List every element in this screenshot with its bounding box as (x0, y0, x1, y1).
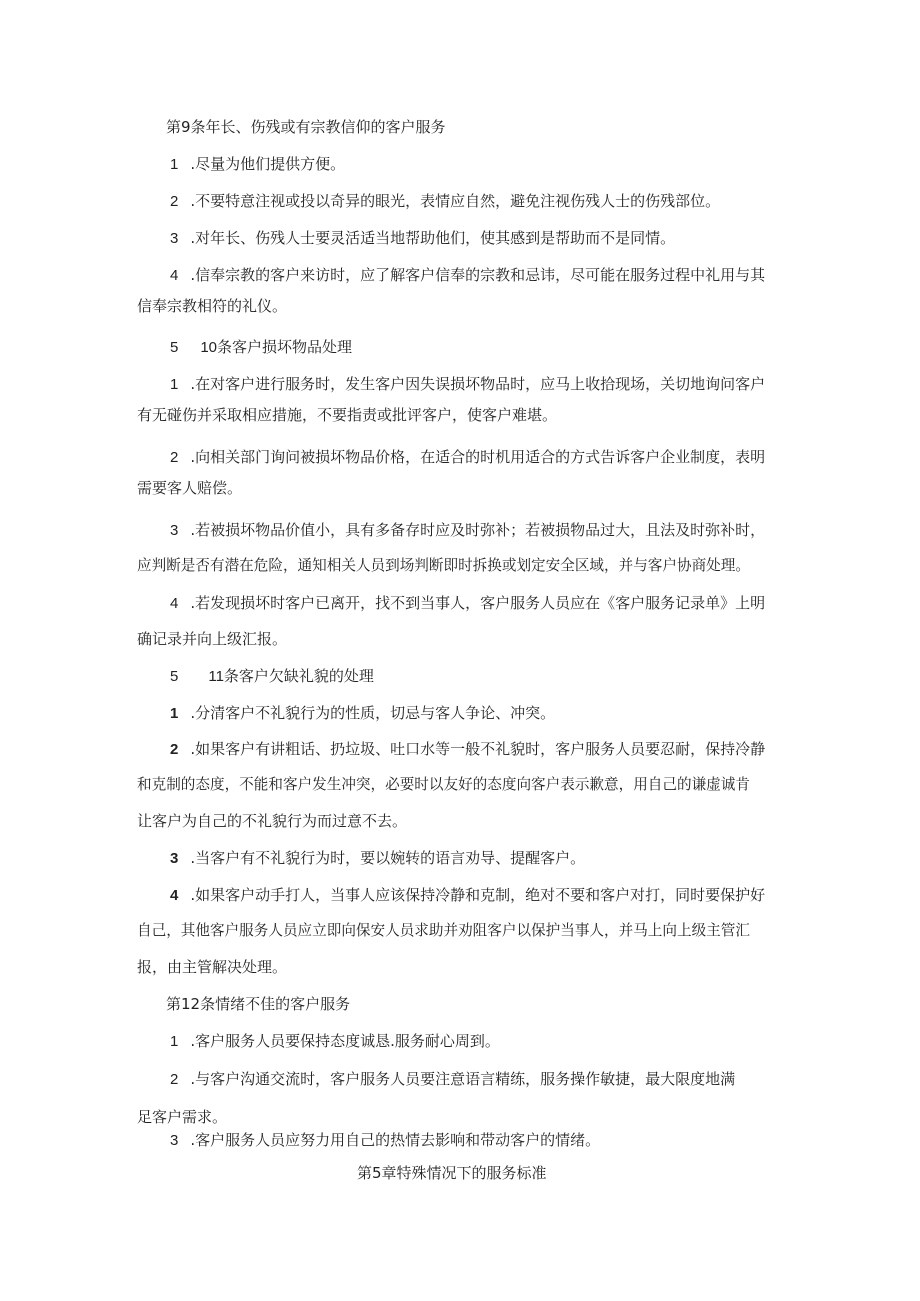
item-text: .客户服务人员要保持态度诚恳.服务耐心周到。 (190, 1032, 500, 1050)
s9-item-3 (170, 228, 675, 249)
s11-item-3 (170, 848, 585, 869)
item-number: 2 (170, 193, 179, 210)
item-text: .信奉宗教的客户来访时，应了解客户信奉的宗教和忌讳，尽可能在服务过程中礼用与其 (190, 266, 766, 284)
s12-item-2 (170, 1069, 735, 1090)
chapter-title: 第5章特殊情况下的服务标准 (357, 1164, 547, 1182)
item-text: .尽量为他们提供方便。 (190, 155, 346, 173)
s12-item-3 (170, 1130, 600, 1151)
s11-item-2-continuation-1: 和克制的态度，不能和客户发生冲突，必要时以友好的态度向客户表示歉意，用自己的谦虚诚肯 (137, 776, 750, 793)
item-number: 2 (170, 741, 179, 758)
item-text: .向相关部门询问被损坏物品价格，在适合的时机用适合的方式告诉客户企业制度，表明 (190, 448, 766, 466)
item-number: 3 (170, 522, 179, 539)
item-number: 1 (170, 705, 179, 722)
section-11-heading (170, 666, 374, 687)
item-number: 4 (170, 887, 179, 904)
s12-item-1 (170, 1031, 500, 1052)
item-text: .分清客户不礼貌行为的性质，切忌与客人争论、冲突。 (190, 704, 556, 722)
heading-number: 5 (170, 668, 179, 685)
section-10-heading (170, 337, 352, 358)
item-text: .客户服务人员应努力用自己的热情去影响和带动客户的情绪。 (190, 1131, 601, 1149)
s9-item-2 (170, 191, 720, 212)
s11-item-2 (170, 739, 765, 760)
item-number: 1 (170, 376, 179, 393)
s11-item-4 (170, 885, 765, 906)
s11-item-2-continuation-2: 让客户为自己的不礼貌行为而过意不去。 (137, 812, 408, 830)
s10-item-2-continuation: 需要客人赔偿。 (137, 479, 243, 497)
item-text: .对年长、伤残人士要灵活适当地帮助他们，使其感到是帮助而不是同情。 (190, 229, 676, 247)
item-text: .当客户有不礼貌行为时，要以婉转的语言劝导、提醒客户。 (190, 849, 586, 867)
s9-item-1 (170, 154, 345, 175)
s9-item-4 (170, 265, 765, 286)
item-text: .如果客户有讲粗话、扔垃圾、吐口水等一般不礼貌时，客户服务人员要忍耐，保持冷静 (190, 740, 766, 758)
item-number: 3 (170, 850, 179, 867)
item-number: 3 (170, 230, 179, 247)
item-text: .不要特意注视或投以奇异的眼光，表情应自然，避免注视伤残人士的伤残部位。 (190, 192, 721, 210)
item-text: .在对客户进行服务时，发生客户因失误损坏物品时，应马上收拾现场，关切地询问客户 (190, 375, 766, 393)
item-number: 1 (170, 1033, 179, 1050)
s11-item-4-continuation-2: 报，由主管解决处理。 (137, 958, 288, 976)
heading-text: 10条客户损坏物品处理 (200, 339, 353, 356)
item-text: .与客户沟通交流时，客户服务人员要注意语言精练，服务操作敏捷，最大限度地满 (190, 1070, 736, 1088)
item-number: 2 (170, 449, 179, 466)
item-number: 1 (170, 156, 179, 173)
item-number: 4 (170, 267, 179, 284)
s10-item-4 (170, 593, 765, 614)
s10-item-4-continuation: 确记录并向上级汇报。 (137, 630, 288, 648)
s11-item-4-continuation-1: 自己，其他客户服务人员应立即向保安人员求助并劝阻客户以保护当事人，并马上向上级主管汇 (137, 922, 750, 939)
s10-item-1-continuation: 有无碰伤并采取相应措施，不要指责或批评客户，使客户难堪。 (137, 406, 558, 424)
s10-item-2 (170, 447, 765, 468)
s12-item-2-continuation: 足客户需求。 (137, 1108, 228, 1126)
item-text: .若被损坏物品价值小，具有多备存时应及时弥补；若被损物品过大，且法及时弥补时， (190, 521, 766, 539)
section-9-heading: 第9条年长、伤残或有宗教信仰的客户服务 (166, 118, 446, 136)
item-number: 2 (170, 1071, 179, 1088)
item-text: .如果客户动手打人，当事人应该保持冷静和克制，绝对不要和客户对打，同时要保护好 (190, 886, 766, 904)
item-number: 4 (170, 595, 179, 612)
heading-text: 11条客户欠缺礼貌的处理 (208, 668, 374, 685)
s10-item-3-continuation: 应判断是否有潜在危险，通知相关人员到场判断即时拆换或划定安全区域，并与客户协商处理。 (137, 557, 750, 574)
item-number: 3 (170, 1132, 179, 1149)
s10-item-1 (170, 374, 765, 395)
item-text: .若发现损坏时客户已离开，找不到当事人，客户服务人员应在《客户服务记录单》上明 (190, 594, 766, 612)
s9-item-4-continuation: 信奉宗教相符的礼仪。 (137, 297, 288, 315)
section-12-heading: 第12条情绪不佳的客户服务 (166, 995, 351, 1013)
s11-item-1 (170, 703, 555, 724)
heading-number: 5 (170, 339, 179, 356)
s10-item-3 (170, 520, 765, 541)
